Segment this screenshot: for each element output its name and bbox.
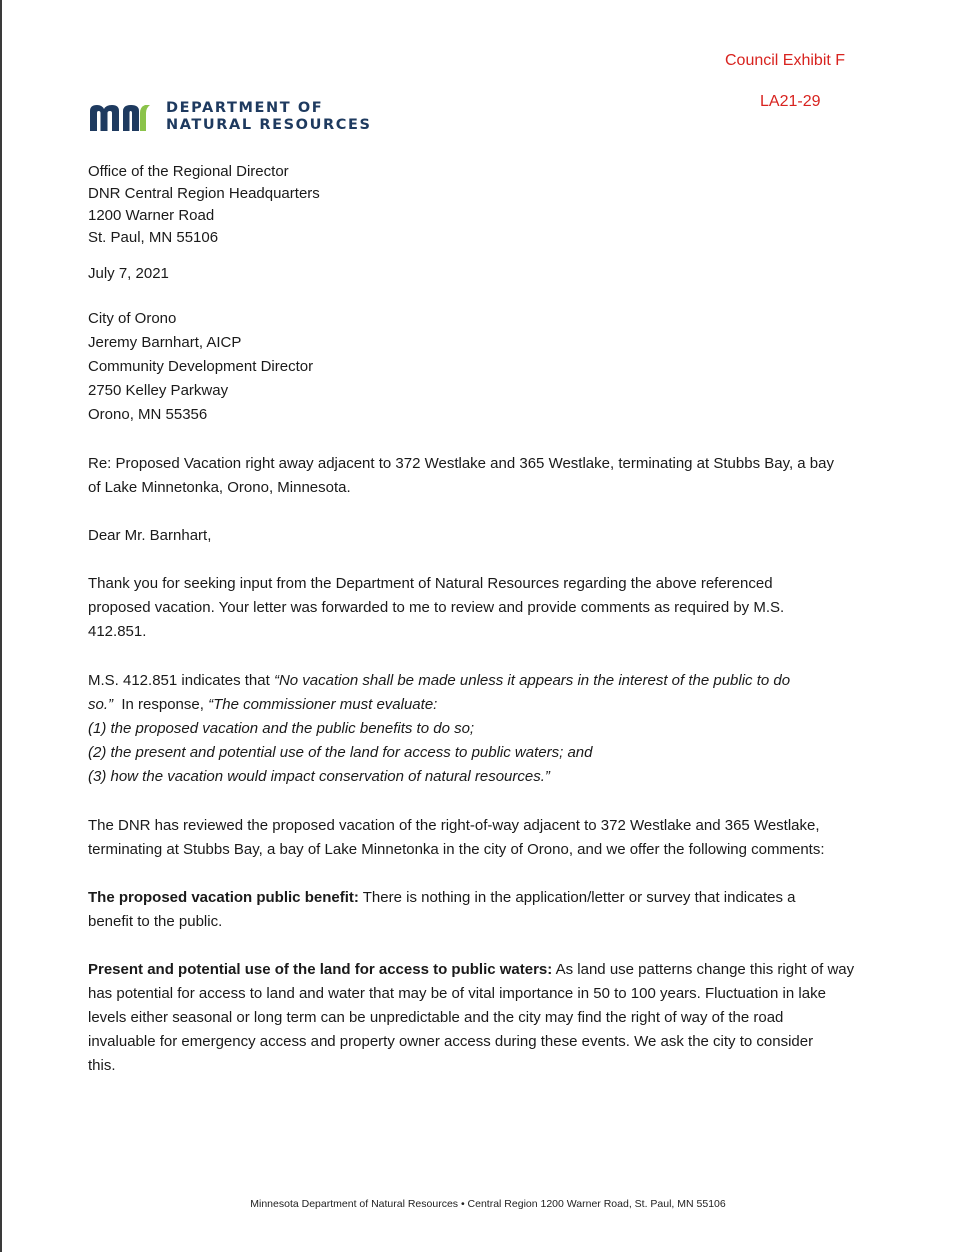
p2-item-1: (1) the proposed vacation and the public benefits to do so; <box>88 720 475 737</box>
sender-address <box>88 161 320 249</box>
p4-line-2: benefit to the public. <box>88 913 223 930</box>
p4-heading: The proposed vacation public benefit: <box>88 889 359 906</box>
sender-street: 1200 Warner Road <box>88 207 215 224</box>
sender-office: Office of the Regional Director <box>88 163 289 180</box>
recipient-street: 2750 Kelley Parkway <box>88 382 229 399</box>
re-line-2: of Lake Minnetonka, Orono, Minnesota. <box>88 479 351 496</box>
p1-line-3: 412.851. <box>88 623 147 640</box>
recipient-address <box>88 307 888 427</box>
p2-item-2: (2) the present and potential use of the land for access to public waters; and <box>88 744 593 761</box>
p1-line-2: proposed vacation. Your letter was forwarded to me to review and provide comments as required by M.S. <box>88 599 785 616</box>
re-line-1: Re: Proposed Vacation right away adjacent to 372 Westlake and 365 Westlake, terminating at Stubbs Bay, a bay <box>88 455 834 472</box>
p2-mid: In response, <box>113 696 209 713</box>
p2-quote-1b: so.” <box>88 696 114 713</box>
letter-date: July 7, 2021 <box>88 265 169 282</box>
p2-item-3: (3) how the vacation would impact conservation of natural resources.” <box>88 768 550 785</box>
paragraph-5 <box>88 958 888 1078</box>
page-border <box>0 0 2 1252</box>
paragraph-2 <box>88 669 888 789</box>
paragraph-1 <box>88 572 888 644</box>
p3-line-1: The DNR has reviewed the proposed vacation of the right-of-way adjacent to 372 Westlake and 365 Westlake, <box>88 817 820 834</box>
re-line <box>88 452 888 500</box>
p5-line-5: this. <box>88 1057 116 1074</box>
paragraph-4 <box>88 886 888 934</box>
p5-line-1: As land use patterns change this right of way <box>552 961 855 978</box>
p2-quote-2: “The commissioner must evaluate: <box>208 696 438 713</box>
p4-line-1: There is nothing in the application/letter or survey that indicates a <box>358 889 796 906</box>
p5-heading: Present and potential use of the land for access to public waters: <box>88 961 553 978</box>
p1-line-1: Thank you for seeking input from the Department of Natural Resources regarding the above referenced <box>88 575 773 592</box>
exhibit-title: Council Exhibit F <box>725 52 846 69</box>
recipient-name: Jeremy Barnhart, AICP <box>88 334 242 351</box>
p5-line-3: levels either seasonal or long term can be unpredictable and the city may find the right of way of the road <box>88 1009 784 1026</box>
logo-line-2: NATURAL RESOURCES <box>166 117 372 133</box>
page-footer: Minnesota Department of Natural Resources • Central Region 1200 Warner Road, St. Paul, MN 55106 <box>250 1198 726 1210</box>
exhibit-id: LA21-29 <box>760 93 821 110</box>
p2-lead: M.S. 412.851 indicates that <box>88 672 274 689</box>
p5-line-2: has potential for access to land and water that may be of vital importance in 50 to 100 years. Fluctuation in lake <box>88 985 826 1002</box>
p2-quote-1: “No vacation shall be made unless it appears in the interest of the public to do <box>273 672 791 689</box>
recipient-title: Community Development Director <box>88 358 314 375</box>
mn-logo-icon <box>88 101 158 133</box>
logo-line-1: DEPARTMENT OF <box>166 100 324 116</box>
recipient-city: Orono, MN 55356 <box>88 406 208 423</box>
salutation: Dear Mr. Barnhart, <box>88 527 212 544</box>
sender-hq: DNR Central Region Headquarters <box>88 185 320 202</box>
sender-city: St. Paul, MN 55106 <box>88 229 219 246</box>
dnr-logo <box>88 100 372 134</box>
p3-line-2: terminating at Stubbs Bay, a bay of Lake Minnetonka in the city of Orono, and we offer the following comments: <box>88 841 825 858</box>
p5-line-4: invaluable for emergency access and property owner access during these events. We ask the city to consider <box>88 1033 814 1050</box>
paragraph-3 <box>88 814 888 862</box>
recipient-org: City of Orono <box>88 310 177 327</box>
